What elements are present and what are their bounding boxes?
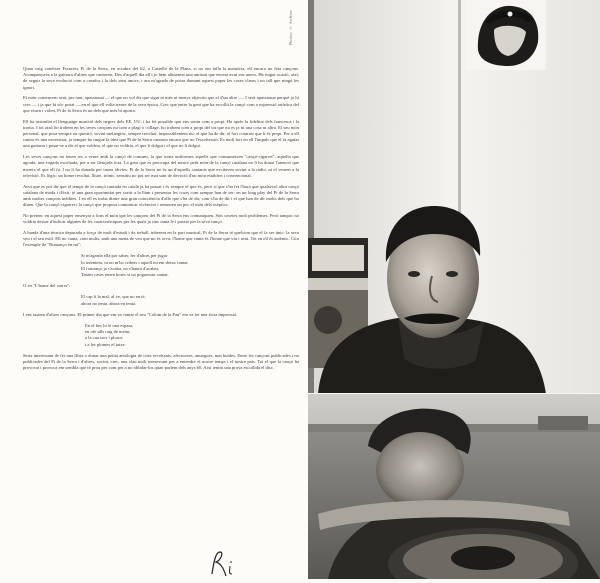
portrait-photo-drawing	[308, 0, 600, 394]
paragraph-1: Quan vaig conèixer Francesc Pi de la Serra, en octubre del 62, a Castelló de la Plana, si no em falla la memòria, ell encara no feia cançons. Acompanyava a la guitarra d'altres que cantaven. Des d'aquell dia ell i jo hem alimentat una amistat que encara avui ens uneix. He tingut ocasió, així, de seguir la seva evolució com a creador i la dels seus amics, i ara m'agrada de posar damunt aquest paper les coses clares i no tall que ningú les ignori.	[23, 66, 299, 90]
verse-romanco	[23, 253, 299, 278]
paragraph-3: Ell ha assimilat el llenguatge musical dels negres dels EE. UU. i ha fet possible que ens sonin com a propi. Ha après la fidelitat dels francesos i la ironia. I tot això ho trobem en les seves cançons no com a plagi o collage, ho trobem com a propi del tot que no es ja ni una cosa ni altra. El seu món personal, que posa sempre en qüestió, sovint melangiós, sempre revoltat, impossiblement nu: el que ha de dir, el fort contrast que li és propi. Per a ell cantar és una necessitat; ja sempre ho tingué la idea que Pi de la Serra cantaria encara que no l'escoltessin. Es molt fort en ell l'impuls que el fa agafar una guitarra i posar-se a dir el que voldria, el que no voldria, el que li dolgui i el que no li dolgui.	[23, 118, 299, 149]
verse-line: Io intentem, tu no m'ho cribeis i aquell no em deixa cantar	[81, 259, 188, 265]
paragraph-9: I ens tastem d'altres cançons. El primer dia que em va cantar el seu "Colom de la Pau" em va fer una forta impressió.	[23, 311, 238, 317]
verse-line: Si m'agrada ella pot saber, fer d'altres per jugar	[81, 253, 168, 259]
paragraph-10: Seria interessant de fer una llista o donar una petita antologia de cites revoltants, afectuoses, amargues, mai buides. Entre les cançons publicades i no publicades del Pi de la Serra i d'altres, sovint, crec, una clau molt interessant per a entendre el nostre temps i el nostre país. Tot el que la cançó ha provocat i provoca em sembla que té prou pes com per a no oblidar-los quan parlem dels anys 60. Així tenim una prova escollida el disc.	[23, 352, 299, 371]
paragraph-5: Avui que es pot dir que el temps de la cançó cantada en català ja ha passat i és sempre el que és, però sí que s'ha fet l'hora que qualsevol altra cançó catalana de moda i d'èxit, té una gran oportunitat per sortir a la llum i presentar les coses com sempre han de ser: en un long play del Pi de la Serra amb moltes cançons inèdites. I en ell es troba dintre una gran consciència d'allò que s'ha de dir, com s'ha de dir i el que han de dir molts dels que ho diuen. Que la cançó-cigarret i la cançó que proposa comunicar vivències i remouen un poc el món dels asèptics.	[23, 183, 299, 208]
verse-line: Tantes cases tenen hores si no poguessin cantar.	[81, 272, 169, 278]
verse-line: ahora no tenia, ahora en tenia.	[81, 300, 137, 306]
harbour-photo	[308, 394, 600, 579]
article-column	[23, 66, 299, 376]
paragraph-7: A banda d'una tècnica depurada a força de molt d'estudi i de treball, inherent en la part musical, Pi de la Serra té quelcom que el fa ser únic: la seva veu i el seu estil. Ell no canta, com molts, amb una mena de veu que no és seva; l'home que canta és l'home que viu i sent. Tot en ell és autèntic. Cito l'exemple de "Romanço en mi":	[23, 230, 299, 248]
portrait-photo	[308, 0, 600, 394]
paragraph-6: No pretenc en aquest paper ensenyar a fons el món que les cançons del Pi de la Serra ens comuniquen. Són cosetes molt problemes. Però tampoc no voldria deixar d'indicar algunes de les característiques per les quals jo tinc tanta fe i passió per la seva cançó.	[23, 213, 299, 225]
paragraph-8: O en "L'home del carrer":	[23, 283, 71, 289]
harbour-photo-drawing	[308, 394, 600, 579]
verse-line: i a les plomes el tatxe.	[85, 341, 126, 347]
verse-line: en ofe ulls raig de metur,	[85, 328, 131, 334]
photo-credit: Photos: © Archive	[288, 10, 293, 46]
verse-home-carrer	[23, 294, 299, 307]
handwritten-signature	[206, 548, 246, 578]
poster	[466, 0, 546, 70]
verse-line: El romanço ja s'acaba, no s'haurà d'acabar,	[81, 265, 160, 271]
verse-line: a la cua tacs i ploros	[85, 335, 123, 341]
verse-line: El cap li la mal, al ve, que no en té,	[81, 294, 146, 300]
photo-page	[308, 0, 600, 579]
verse-line: En el bec hi té una espasa,	[85, 322, 134, 328]
paragraph-4: Les seves cançons no tenen res a veure amb la cançó de consum, la que torna uniformes aquells que consumeixen "cançó-cigarret", aquella que agrada, una vegada escoltada, per a ser llençada fora. La gent que es preocupa del nostre petit món de la cançó catalana no li ha donat l'atenció que mereix el que ell fa. I no li ha donada per raons òbvies: Pi de la Serra no és un d'aquells cantants que excitaven sovint a la ràdio, ni el veuren a la televisió. Es lògic: un home revoltat, lliure, irònic, sensitiu no pot ser mai sant de devoció d'un món establert i convencional.	[23, 154, 299, 178]
verse-colom-pau	[23, 323, 299, 348]
paragraph-2: El món comencem serà, per tant, apassionat — el que no vol dir que sigui ni més ni menys objectiu que el d'un altre —. I serà apassionat perquè jo hi crec — i ja que hi sóc posat — en el que ell volia treure de la seva època. Crec que entre la gent que ha escollit la cançó com a expressió artística del que viuen i volen, Pi de la Serra és un dels que més hi aporta.	[23, 95, 299, 113]
